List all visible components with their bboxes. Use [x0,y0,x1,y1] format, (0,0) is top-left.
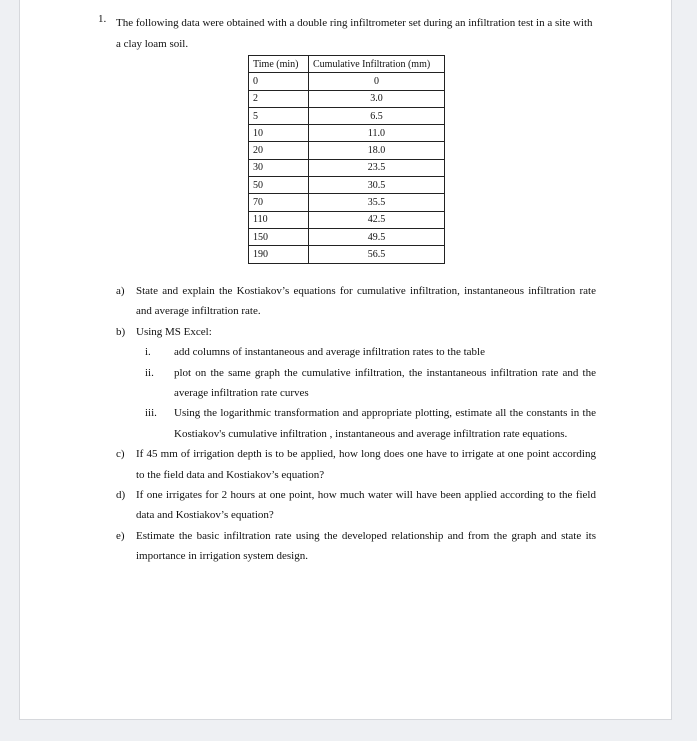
sub-text: add columns of instantaneous and average infiltration rates to the table [174,346,485,359]
part-b-ii [116,363,596,404]
part-d [116,485,596,526]
table-body [249,73,445,263]
table-row [249,159,445,176]
time-cell: 0 [249,73,309,90]
time-cell: 50 [249,177,309,194]
infiltration-cell: 42.5 [309,211,445,228]
sub-label: ii. [145,366,154,379]
part-text: If one irrigates for 2 hours at one point, how much water will have been applied according to the field data and Kostiakov’s equation? [136,489,596,522]
table-row [249,90,445,107]
table-row [249,142,445,159]
part-label: e) [116,529,125,542]
infiltration-cell: 0 [309,73,445,90]
table-row [249,73,445,90]
part-label: a) [116,285,125,297]
part-text: State and explain the Kostiakov’s equations for cumulative infiltration, instantaneous infiltration rate and average infiltration rate. [136,285,596,318]
table-header-row [249,56,445,73]
time-cell: 20 [249,142,309,159]
table-row [249,211,445,228]
part-b-i [116,342,596,362]
time-cell: 70 [249,194,309,211]
part-c [116,444,596,485]
sub-label: iii. [145,407,157,420]
document-page [19,0,672,720]
infiltration-cell: 11.0 [309,125,445,142]
infiltration-cell: 30.5 [309,177,445,194]
table-row [249,194,445,211]
infiltration-cell: 3.0 [309,90,445,107]
infiltration-cell: 6.5 [309,107,445,124]
part-text: Estimate the basic infiltration rate using the developed relationship and from the graph and state its importance in irrigation system design. [136,529,596,563]
header-cumulative-infiltration: Cumulative Infiltration (mm) [309,56,445,73]
time-cell: 10 [249,125,309,142]
sub-text: Using the logarithmic transformation and appropriate plotting, estimate all the constants in the Kostiakov's cumulative infiltration , instantaneous and average infiltration rate equations. [174,407,596,440]
part-e [116,526,596,567]
question-text: The following data were obtained with a double ring infiltrometer set during an infiltration test in a site with a clay loam soil. [116,17,593,50]
part-b [116,322,596,342]
table-row [249,177,445,194]
table-row [249,228,445,245]
time-cell: 110 [249,211,309,228]
table-row [249,125,445,142]
time-cell: 5 [249,107,309,124]
infiltration-cell: 56.5 [309,246,445,263]
part-label: c) [116,448,125,461]
sub-label: i. [145,346,151,359]
part-b-iii [116,403,596,444]
table-row [249,246,445,263]
header-time: Time (min) [249,56,309,73]
infiltration-cell: 23.5 [309,159,445,176]
part-label: d) [116,489,126,502]
question-number: 1. [98,13,107,25]
time-cell: 150 [249,228,309,245]
part-a [116,281,596,322]
sub-text: plot on the same graph the cumulative infiltration, the instantaneous infiltration rate and the average infiltration rate curves [174,366,596,400]
infiltration-cell: 49.5 [309,228,445,245]
infiltration-cell: 18.0 [309,142,445,159]
time-cell: 190 [249,246,309,263]
infiltration-table [248,55,445,264]
part-text: If 45 mm of irrigation depth is to be applied, how long does one have to irrigate at one point according to the field data and Kostiakov’s equation? [136,448,596,481]
table-row [249,107,445,124]
time-cell: 2 [249,90,309,107]
infiltration-cell: 35.5 [309,194,445,211]
time-cell: 30 [249,159,309,176]
part-text: Using MS Excel: [136,325,212,338]
question-parts [116,281,596,567]
part-label: b) [116,325,126,338]
